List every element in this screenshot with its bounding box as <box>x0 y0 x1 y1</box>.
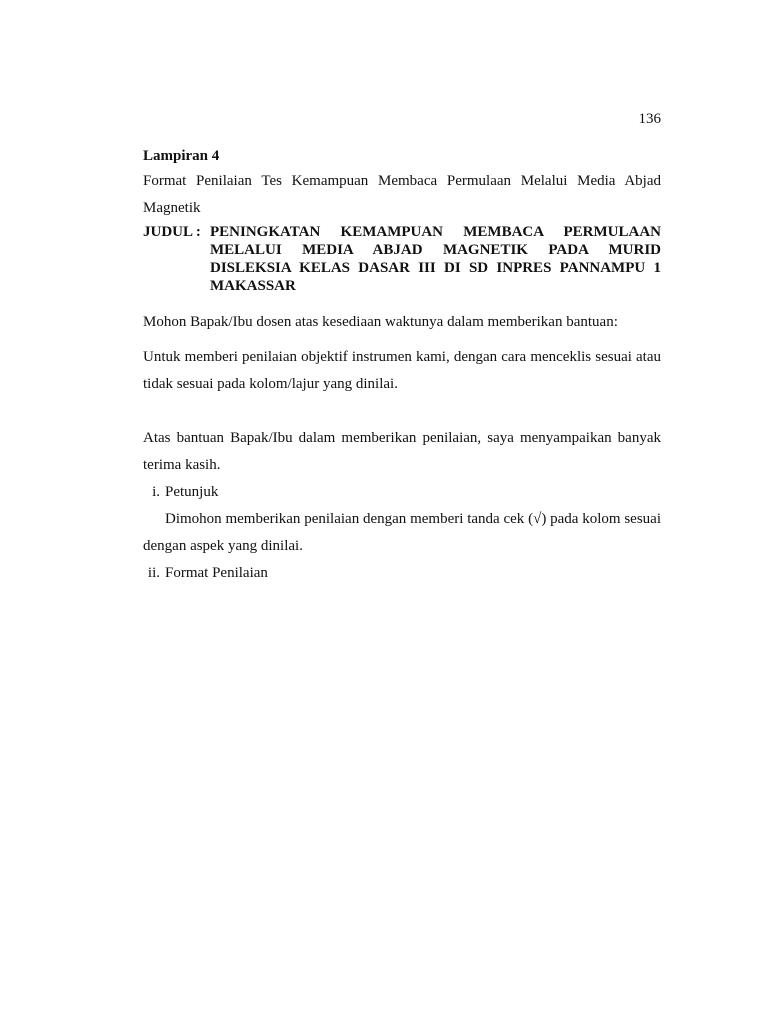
document-content <box>143 146 661 587</box>
thanks-paragraph: Atas bantuan Bapak/Ibu dalam memberikan penilaian, saya menyampaikan banyak terima kasih. <box>143 430 661 473</box>
list-marker: i. <box>152 484 160 500</box>
list-marker: ii. <box>147 565 160 581</box>
instruction-paragraph: Untuk memberi penilaian objektif instrumen kami, dengan cara menceklis sesuai atau tidak sesuai pada kolom/lajur yang dinilai. <box>143 349 661 392</box>
page-number: 136 <box>638 111 661 127</box>
list-item-petunjuk <box>143 479 661 506</box>
judul-label: JUDUL : <box>143 224 201 240</box>
judul-text: PENINGKATAN KEMAMPUAN MEMBACA PERMULAAN MELALUI MEDIA ABJAD MAGNETIK PADA MURID DISLEKSIA KELAS DASAR III DI SD INPRES PANNAMPU 1 MAKASSAR <box>210 224 661 294</box>
petunjuk-body: Dimohon memberikan penilaian dengan memberi tanda cek (√) pada kolom sesuai dengan aspek yang dinilai. <box>143 511 661 554</box>
judul-block <box>143 223 661 295</box>
request-paragraph: Mohon Bapak/Ibu dosen atas kesediaan waktunya dalam memberikan bantuan: <box>143 314 618 330</box>
list-item-format-penilaian <box>143 560 661 587</box>
list-label: Format Penilaian <box>165 565 268 581</box>
format-description: Format Penilaian Tes Kemampuan Membaca Permulaan Melalui Media Abjad Magnetik <box>143 173 661 216</box>
appendix-title: Lampiran 4 <box>143 148 220 164</box>
list-label: Petunjuk <box>165 484 219 500</box>
